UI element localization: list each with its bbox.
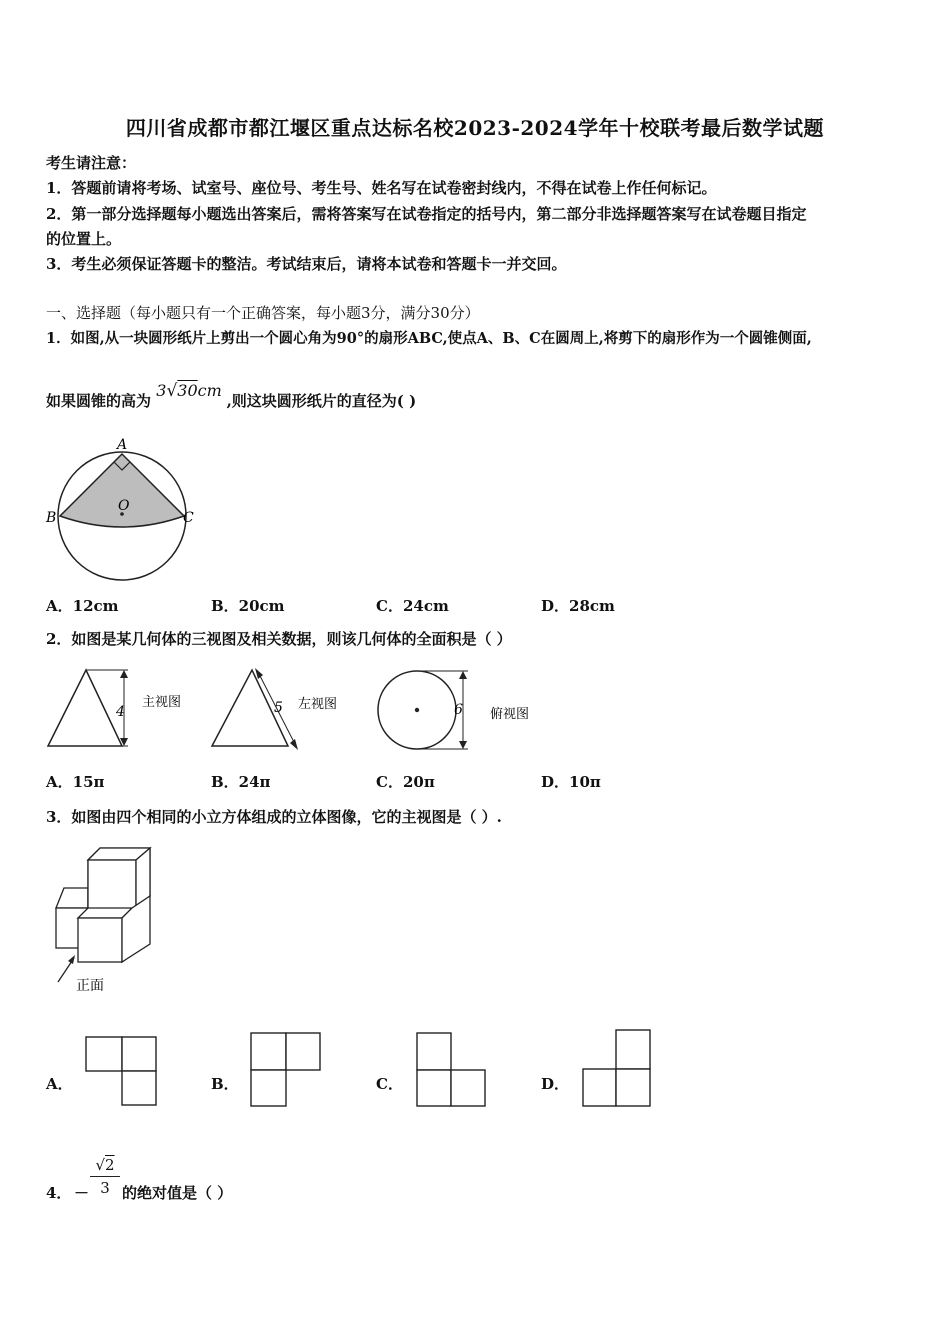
- q3-a-square: [122, 1037, 156, 1071]
- q3-option-b[interactable]: B．: [211, 1075, 239, 1093]
- q3-b-square: [251, 1070, 286, 1106]
- sqrt-icon: √: [95, 1156, 105, 1174]
- q3-a-square: [122, 1071, 156, 1105]
- q3-column-front-upper: [88, 860, 136, 910]
- q4-sign: －: [74, 1184, 90, 1202]
- q3-option-a-figure[interactable]: [85, 1036, 160, 1108]
- q1-text-line1: 1．如图,从一块圆形纸片上剪出一个圆心角为90°的扇形ABC,使点A、B、C在圆周上,将剪下的扇形作为一个圆锥侧面,: [46, 330, 812, 347]
- q1-circle-sector-figure: [44, 434, 204, 584]
- sqrt-icon: √: [166, 381, 178, 401]
- q4-denominator: 3: [90, 1176, 120, 1197]
- arrow-up-icon: [68, 955, 75, 964]
- q2-option-c[interactable]: C．20π: [376, 773, 435, 791]
- q2-three-views-figure: [44, 660, 544, 756]
- q3-c-square: [451, 1070, 485, 1106]
- arrow-down-icon: [459, 741, 467, 749]
- q1-label-a: A: [117, 437, 128, 453]
- q3-b-square: [286, 1033, 320, 1070]
- notice-item-2b: 的位置上。: [46, 230, 122, 248]
- q2-front-triangle: [48, 670, 122, 746]
- q3-a-square: [86, 1037, 122, 1071]
- q1-label-o: O: [118, 498, 130, 514]
- q1-prefix: 如果圆锥的高为: [46, 392, 152, 410]
- q2-top-center-dot: [415, 708, 419, 712]
- q1-label-c: C: [183, 510, 194, 526]
- q1-sector: [60, 454, 184, 527]
- q1-option-c[interactable]: C．24cm: [376, 597, 449, 615]
- q3-c-square: [417, 1033, 451, 1070]
- notice-item-1: 1．答题前请将考场、试室号、座位号、考生号、姓名写在试卷密封线内，不得在试卷上作任何标记。: [46, 179, 717, 197]
- q2-top-dim: 6: [454, 702, 463, 718]
- q3-b-square: [251, 1033, 286, 1070]
- q3-d-square: [616, 1069, 650, 1106]
- notice-heading: 考生请注意：: [46, 154, 137, 172]
- q4-fraction: [90, 1156, 120, 1197]
- q2-side-dim: 5: [274, 700, 283, 716]
- q3-option-a[interactable]: A．: [46, 1075, 73, 1093]
- q1-label-b: B: [46, 510, 57, 526]
- q2-option-d[interactable]: D．10π: [541, 773, 601, 791]
- arrow-up-icon: [120, 670, 128, 678]
- arrow-up-icon: [459, 671, 467, 679]
- q1-suffix: ,则这块圆形纸片的直径为( ): [226, 392, 417, 410]
- q1-option-d[interactable]: D．28cm: [541, 597, 615, 615]
- arrow-down-icon: [290, 739, 298, 750]
- exam-title: 四川省成都市都江堰区重点达标名校2023-2024学年十校联考最后数学试题: [125, 116, 825, 140]
- q4-number: 4．: [46, 1184, 72, 1202]
- q4-num-radicand: 2: [105, 1156, 115, 1174]
- q1-math-unit: cm: [197, 381, 222, 400]
- section-heading: 一、选择题（每小题只有一个正确答案，每小题3分，满分30分）: [46, 304, 480, 322]
- q3-cube-left-top: [56, 888, 88, 908]
- q2-option-a[interactable]: A．15π: [46, 773, 105, 791]
- q2-top-label: 俯视图: [490, 707, 530, 722]
- q1-math-radicand: 30: [177, 381, 198, 400]
- q3-option-d-figure[interactable]: [582, 1029, 654, 1109]
- q1-text-line2: [46, 381, 417, 411]
- notice-item-3: 3．考生必须保证答题卡的整洁。考试结束后，请将本试卷和答题卡一并交回。: [46, 255, 567, 273]
- q4-numerator: [90, 1156, 120, 1174]
- q2-front-dim: 4: [116, 704, 125, 720]
- q3-option-b-figure[interactable]: [250, 1032, 324, 1108]
- q3-d-square: [583, 1069, 616, 1106]
- q3-option-c[interactable]: C．: [376, 1075, 403, 1093]
- q3-text: 3．如图由四个相同的小立方体组成的立体图像，它的主视图是（ ）.: [46, 808, 502, 826]
- q1-option-b[interactable]: B．20cm: [211, 597, 285, 615]
- q2-front-label: 主视图: [142, 695, 182, 710]
- q2-option-b[interactable]: B．24π: [211, 773, 271, 791]
- q3-option-d[interactable]: D．: [541, 1075, 570, 1093]
- q1-height-math: [156, 382, 226, 400]
- q3-d-square: [616, 1030, 650, 1069]
- q3-cubes-figure: [44, 840, 174, 1000]
- q3-c-square: [417, 1070, 451, 1106]
- q2-side-label: 左视图: [298, 697, 338, 712]
- q1-math-coef: 3: [156, 381, 167, 400]
- notice-item-2a: 2．第一部分选择题每小题选出答案后，需将答案写在试卷指定的括号内，第二部分非选择题答案写在试卷题目指定: [46, 205, 807, 223]
- q4-text: 的绝对值是（ ）: [122, 1184, 233, 1202]
- q2-text: 2．如图是某几何体的三视图及相关数据，则该几何体的全面积是（ ）: [46, 630, 512, 648]
- q1-option-a[interactable]: A．12cm: [46, 597, 119, 615]
- q3-option-c-figure[interactable]: [416, 1032, 488, 1108]
- q3-front-cube-front: [78, 918, 122, 962]
- q3-front-label: 正面: [76, 978, 104, 994]
